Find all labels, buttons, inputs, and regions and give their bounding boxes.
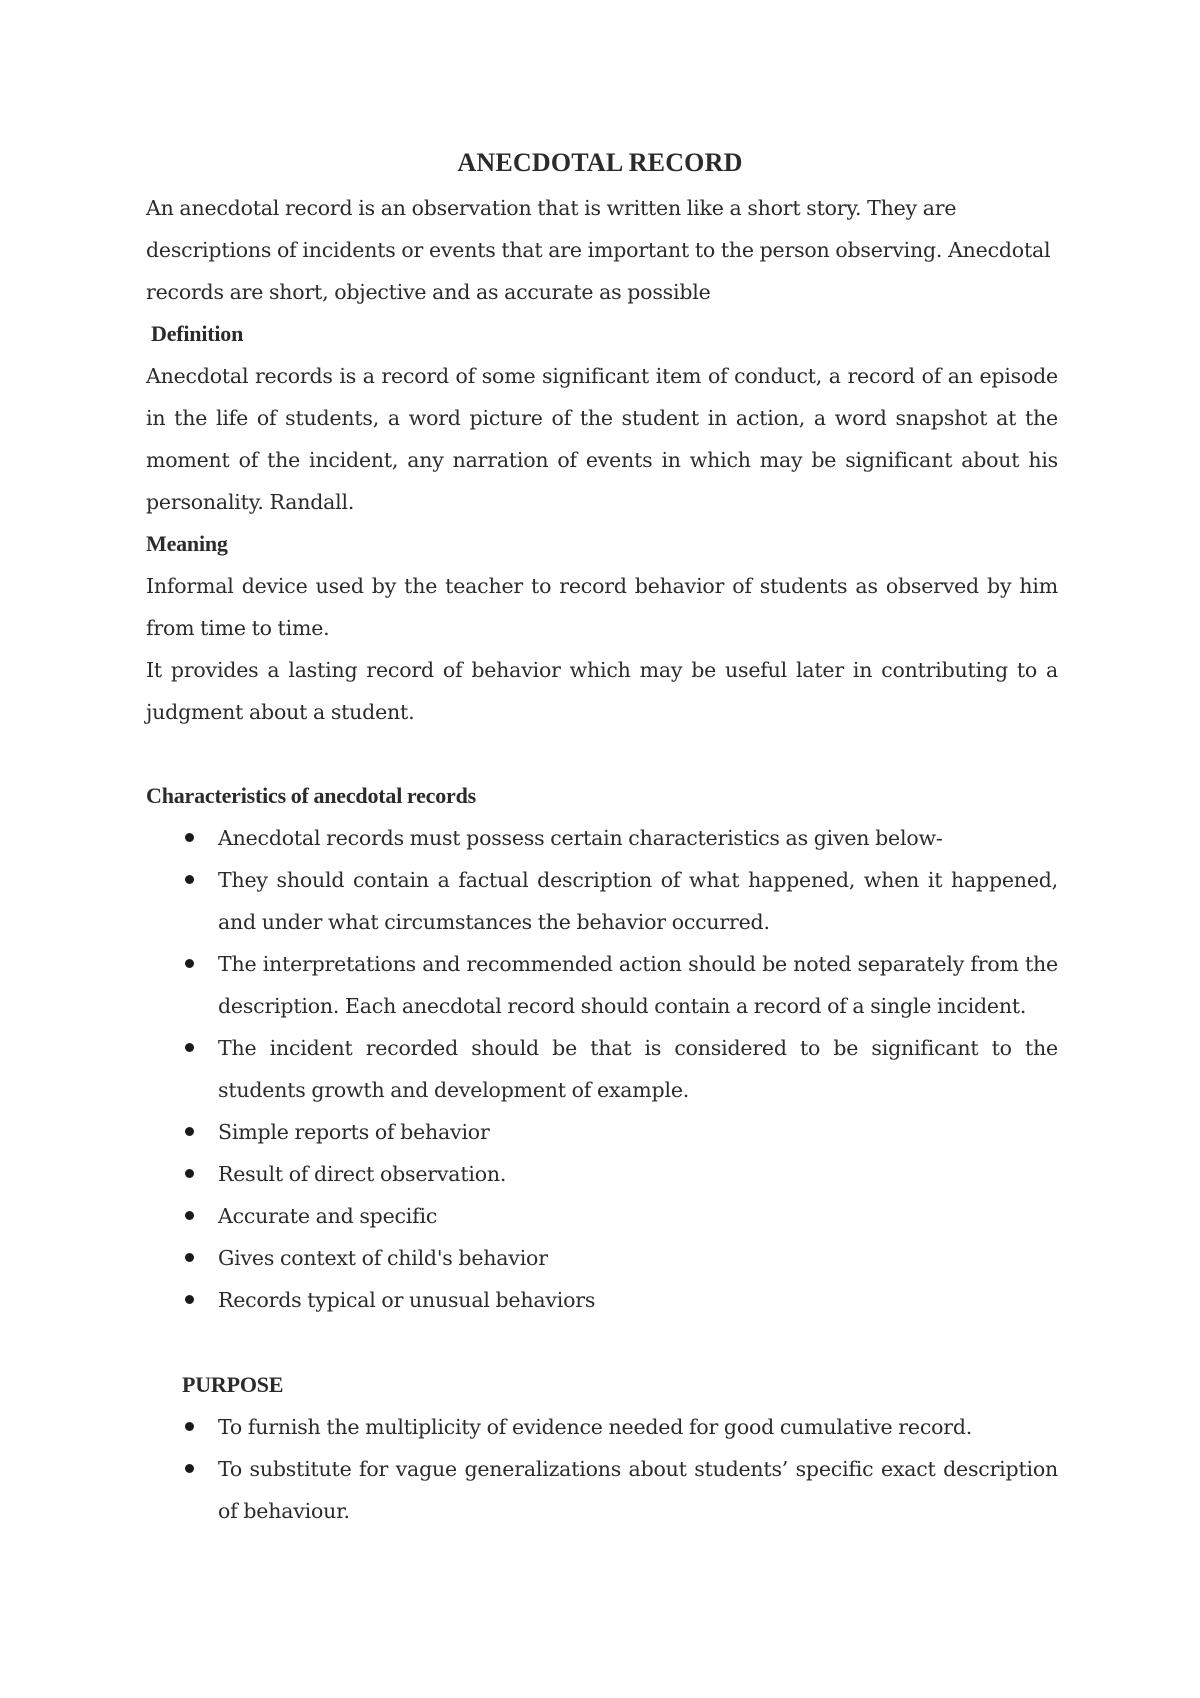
list-item-text: Anecdotal records must possess certain characteristics as given below-	[218, 826, 943, 850]
characteristics-list	[180, 817, 1058, 1321]
list-item	[180, 1153, 1058, 1195]
list-item	[180, 1279, 1058, 1321]
list-item	[180, 1195, 1058, 1237]
list-item	[180, 1111, 1058, 1153]
bullet-icon	[185, 959, 194, 968]
list-item-text: Records typical or unusual behaviors	[218, 1288, 596, 1312]
bullet-icon	[185, 1422, 194, 1431]
list-item	[180, 817, 1058, 859]
list-item	[180, 1027, 1058, 1111]
intro-paragraph: An anecdotal record is an observation that is written like a short story. They are descriptions of incidents or events that are important to the person observing. Anecdotal records are short, objective and as accurate as possible	[146, 196, 1051, 304]
definition-heading: Definition	[151, 321, 244, 346]
purpose-list	[180, 1406, 1058, 1532]
bullet-icon	[185, 1211, 194, 1220]
bullet-icon	[185, 1464, 194, 1473]
list-item-text: Accurate and specific	[218, 1204, 438, 1228]
bullet-icon	[185, 1169, 194, 1178]
meaning-paragraph: It provides a lasting record of behavior which may be useful later in contributing to a judgment about a student.	[146, 658, 1058, 724]
list-item-text: Gives context of child's behavior	[218, 1246, 548, 1270]
meaning-paragraph: Informal device used by the teacher to record behavior of students as observed by him from time to time.	[146, 574, 1058, 640]
bullet-icon	[185, 1253, 194, 1262]
list-item-text: Simple reports of behavior	[218, 1120, 490, 1144]
list-item	[180, 1406, 1058, 1448]
list-item-text: They should contain a factual description of what happened, when it happened, and under what circumstances the behavior occurred.	[218, 868, 1058, 934]
list-item-text: The interpretations and recommended action should be noted separately from the description. Each anecdotal record should contain a record of a single incident.	[218, 952, 1058, 1018]
list-item	[180, 1237, 1058, 1279]
bullet-icon	[185, 833, 194, 842]
meaning-section	[146, 565, 1058, 733]
characteristics-heading: Characteristics of anecdotal records	[146, 783, 476, 808]
list-item-text: Result of direct observation.	[218, 1162, 507, 1186]
bullet-icon	[185, 1043, 194, 1052]
list-item-text: To substitute for vague generalizations about students’ specific exact description of behaviour.	[218, 1457, 1058, 1523]
list-item-text: The incident recorded should be that is considered to be significant to the students growth and development of example.	[218, 1036, 1058, 1102]
meaning-heading: Meaning	[146, 531, 228, 556]
purpose-heading: PURPOSE	[182, 1372, 284, 1397]
bullet-icon	[185, 875, 194, 884]
list-item-text: To furnish the multiplicity of evidence needed for good cumulative record.	[218, 1415, 973, 1439]
definition-paragraph: Anecdotal records is a record of some significant item of conduct, a record of an episode in the life of students, a word picture of the student in action, a word snapshot at the moment of the incident, any narration of events in which may be significant about his personality. Randall.	[146, 364, 1058, 514]
document-title: ANECDOTAL RECORD	[457, 148, 743, 177]
list-item	[180, 1448, 1058, 1532]
list-item	[180, 859, 1058, 943]
bullet-icon	[185, 1295, 194, 1304]
bullet-icon	[185, 1127, 194, 1136]
list-item	[180, 943, 1058, 1027]
